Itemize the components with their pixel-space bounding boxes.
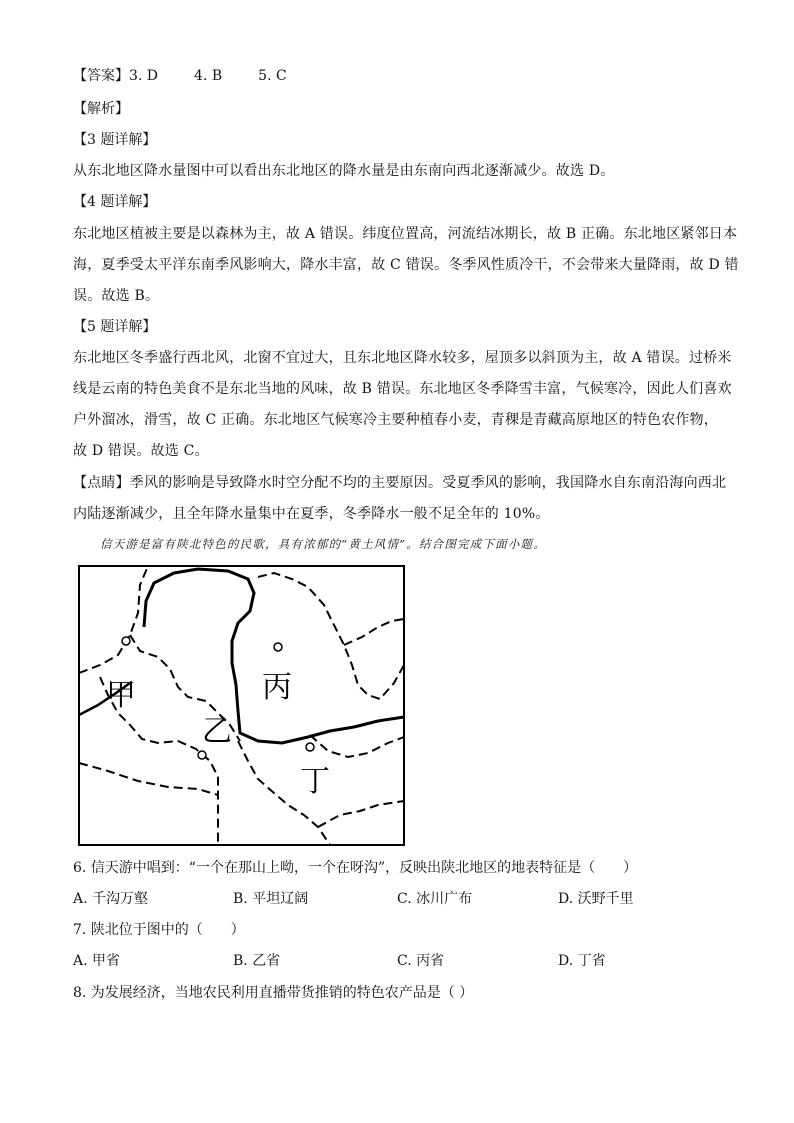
tip-text-line: 内陆逐渐减少，且全年降水量集中在夏季，冬季降水一般不足全年的 10%。 [73, 506, 550, 522]
answer-line [73, 66, 287, 86]
city-marker [274, 643, 282, 651]
city-marker [306, 743, 314, 751]
answer-item: 4. B [194, 68, 223, 84]
q6-option-b[interactable]: B. 平坦辽阔 [233, 891, 309, 907]
label-ding: 丁 [300, 764, 330, 799]
answer-label: 【答案】 [73, 68, 129, 84]
q5-text-line: 故 D 错误。故选 C。 [73, 443, 209, 459]
label-bing: 丙 [262, 670, 292, 705]
q6-option-a[interactable]: A. 千沟万壑 [73, 891, 149, 907]
analysis-heading: 【解析】 [73, 101, 129, 117]
label-jia: 甲 [106, 678, 136, 713]
q7-option-b[interactable]: B. 乙省 [233, 953, 281, 969]
q5-text-line: 东北地区冬季盛行西北风，北窗不宜过大，且东北地区降水较多，屋顶多以斜顶为主，故 A 错误。过桥米 [73, 350, 732, 366]
q6-stem: 6. 信天游中唱到：“一个在那山上呦，一个在呀沟”，反映出陕北地区的地表特征是（ ） [73, 860, 638, 876]
q6-option-d[interactable]: D. 沃野千里 [558, 891, 634, 907]
province-map [78, 565, 405, 846]
answer-item: 3. D [129, 68, 159, 84]
q3-heading: 【3 题详解】 [73, 132, 157, 148]
label-yi: 乙 [202, 714, 232, 749]
q7-option-a[interactable]: A. 甲省 [73, 953, 121, 969]
q3-text-line: 从东北地区降水量图中可以看出东北地区的降水量是由东南向西北逐渐减少。故选 D。 [73, 163, 615, 179]
q5-heading: 【5 题详解】 [73, 319, 157, 335]
q7-stem: 7. 陕北位于图中的（ ） [73, 922, 245, 938]
q5-text-line: 线是云南的特色美食不是东北当地的风味，故 B 错误。东北地区冬季降雪丰富，气候寒冷，因此人们喜欢 [73, 381, 732, 397]
q4-text-line: 东北地区植被主要是以森林为主，故 A 错误。纬度位置高，河流结冰期长，故 B 正确。东北地区紧邻日本 [73, 226, 738, 242]
q5-text-line: 户外溜冰，滑雪，故 C 正确。东北地区气候寒冷主要种植春小麦，青稞是青藏高原地区的特色农作物， [73, 412, 719, 428]
q4-text-line: 误。故选 B。 [73, 288, 160, 304]
q7-option-c[interactable]: C. 丙省 [397, 953, 445, 969]
tip-text-line: 【点睛】季风的影响是导致降水时空分配不均的主要原因。受夏季风的影响，我国降水自东南沿海向西北 [73, 475, 727, 491]
city-marker [122, 637, 130, 645]
q4-text-line: 海，夏季受太平洋东南季风影响大，降水丰富，故 C 错误。冬季风性质冷干，不会带来大量降雨，故 D 错 [73, 257, 739, 273]
city-marker [198, 751, 206, 759]
q7-option-d[interactable]: D. 丁省 [558, 953, 606, 969]
q4-heading: 【4 题详解】 [73, 194, 157, 210]
passage-intro: 信天游是富有陕北特色的民歌，具有浓郁的“黄土风情”。结合图完成下面小题。 [100, 537, 546, 551]
q8-stem: 8. 为发展经济，当地农民利用直播带货推销的特色农产品是（ ） [73, 985, 474, 1001]
q6-option-c[interactable]: C. 冰川广布 [397, 891, 473, 907]
answer-item: 5. C [258, 68, 287, 84]
